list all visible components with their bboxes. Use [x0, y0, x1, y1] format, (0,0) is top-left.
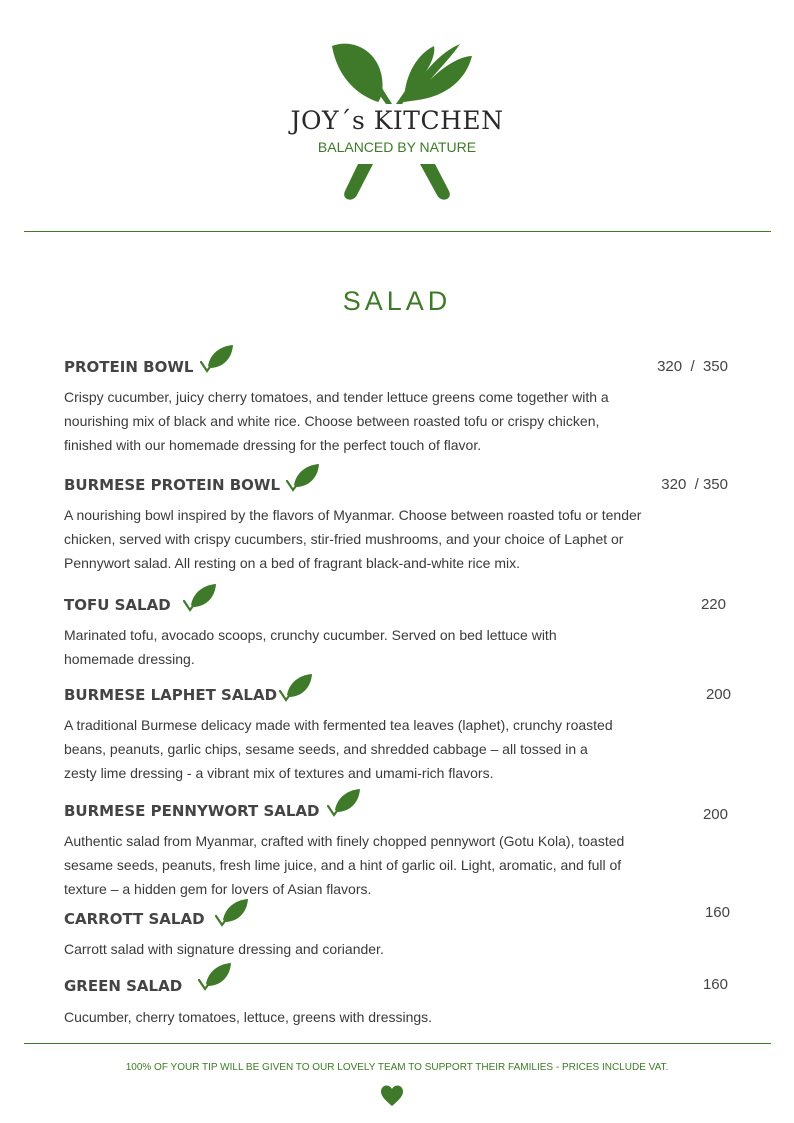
- menu-item-description: Marinated tofu, avocado scoops, crunchy cucumber. Served on bed lettuce with homemade dressing.: [64, 627, 557, 667]
- menu-item-price: 320 / 350: [657, 358, 728, 375]
- brand-name: JOY´s KITCHEN: [290, 106, 504, 135]
- fork-leaf-logo-icon: [0, 0, 794, 210]
- menu-item-description: Authentic salad from Myanmar, crafted with finely chopped pennywort (Gotu Kola), toasted sesame seeds, peanuts, fresh lime juice, and a hint of garlic oil. Light, aromatic, and full of texture – a hidden gem for lovers of Asian flavors.: [64, 833, 625, 897]
- menu-item-name: BURMESE PENNYWORT SALAD: [64, 802, 320, 820]
- menu-item-name: BURMESE PROTEIN BOWL: [64, 476, 281, 494]
- top-divider: [24, 231, 771, 232]
- brand-tagline: BALANCED BY NATURE: [317, 139, 477, 155]
- leaf-icon: [279, 671, 313, 703]
- menu-item-name: CARROTT SALAD: [64, 910, 205, 928]
- bottom-divider: [24, 1043, 771, 1044]
- menu-item-description: Cucumber, cherry tomatoes, lettuce, greens with dressings.: [64, 1009, 433, 1025]
- menu-item-name: PROTEIN BOWL: [64, 358, 194, 376]
- leaf-icon: [215, 896, 249, 928]
- footer-note: 100% OF YOUR TIP WILL BE GIVEN TO OUR LOVELY TEAM TO SUPPORT THEIR FAMILIES - PRICES INCLUDE VAT.: [125, 1062, 669, 1073]
- menu-item-description: Carrott salad with signature dressing and coriander.: [64, 941, 384, 957]
- leaf-icon: [183, 581, 217, 613]
- menu-item-price: 320 / 350: [661, 476, 728, 493]
- menu-item-name: TOFU SALAD: [64, 596, 171, 614]
- leaf-icon: [200, 342, 234, 374]
- leaf-icon: [286, 461, 320, 493]
- menu-item-description: Crispy cucumber, juicy cherry tomatoes, and tender lettuce greens come together with a nourishing mix of black and white rice. Choose between roasted tofu or crispy chicken, finished with our homemade dressing for the perfect touch of flavor.: [64, 389, 609, 453]
- menu-item-description: A traditional Burmese delicacy made with fermented tea leaves (laphet), crunchy roasted beans, peanuts, garlic chips, sesame seeds, and shredded cabbage – all tossed in a zesty lime dressing - a vibrant mix of textures and umami-rich flavors.: [64, 717, 613, 781]
- leaf-icon: [198, 960, 232, 992]
- menu-item-name: BURMESE LAPHET SALAD: [64, 686, 278, 704]
- menu-item-price: 200: [705, 686, 731, 703]
- menu-item-description: A nourishing bowl inspired by the flavors of Myanmar. Choose between roasted tofu or tender chicken, served with crispy cucumbers, stir-fried mushrooms, and your choice of Laphet or Pennywort salad. All resting on a bed of fragrant black-and-white rice mix.: [64, 507, 642, 571]
- menu-item-price: 160: [702, 976, 728, 993]
- menu-item-price: 220: [700, 596, 726, 613]
- menu-item-name: GREEN SALAD: [64, 977, 183, 995]
- heart-icon: [381, 1085, 403, 1107]
- menu-item-price: 160: [704, 904, 730, 921]
- leaf-icon: [327, 786, 361, 818]
- section-title: SALAD: [342, 286, 452, 316]
- menu-item-price: 200: [702, 806, 728, 823]
